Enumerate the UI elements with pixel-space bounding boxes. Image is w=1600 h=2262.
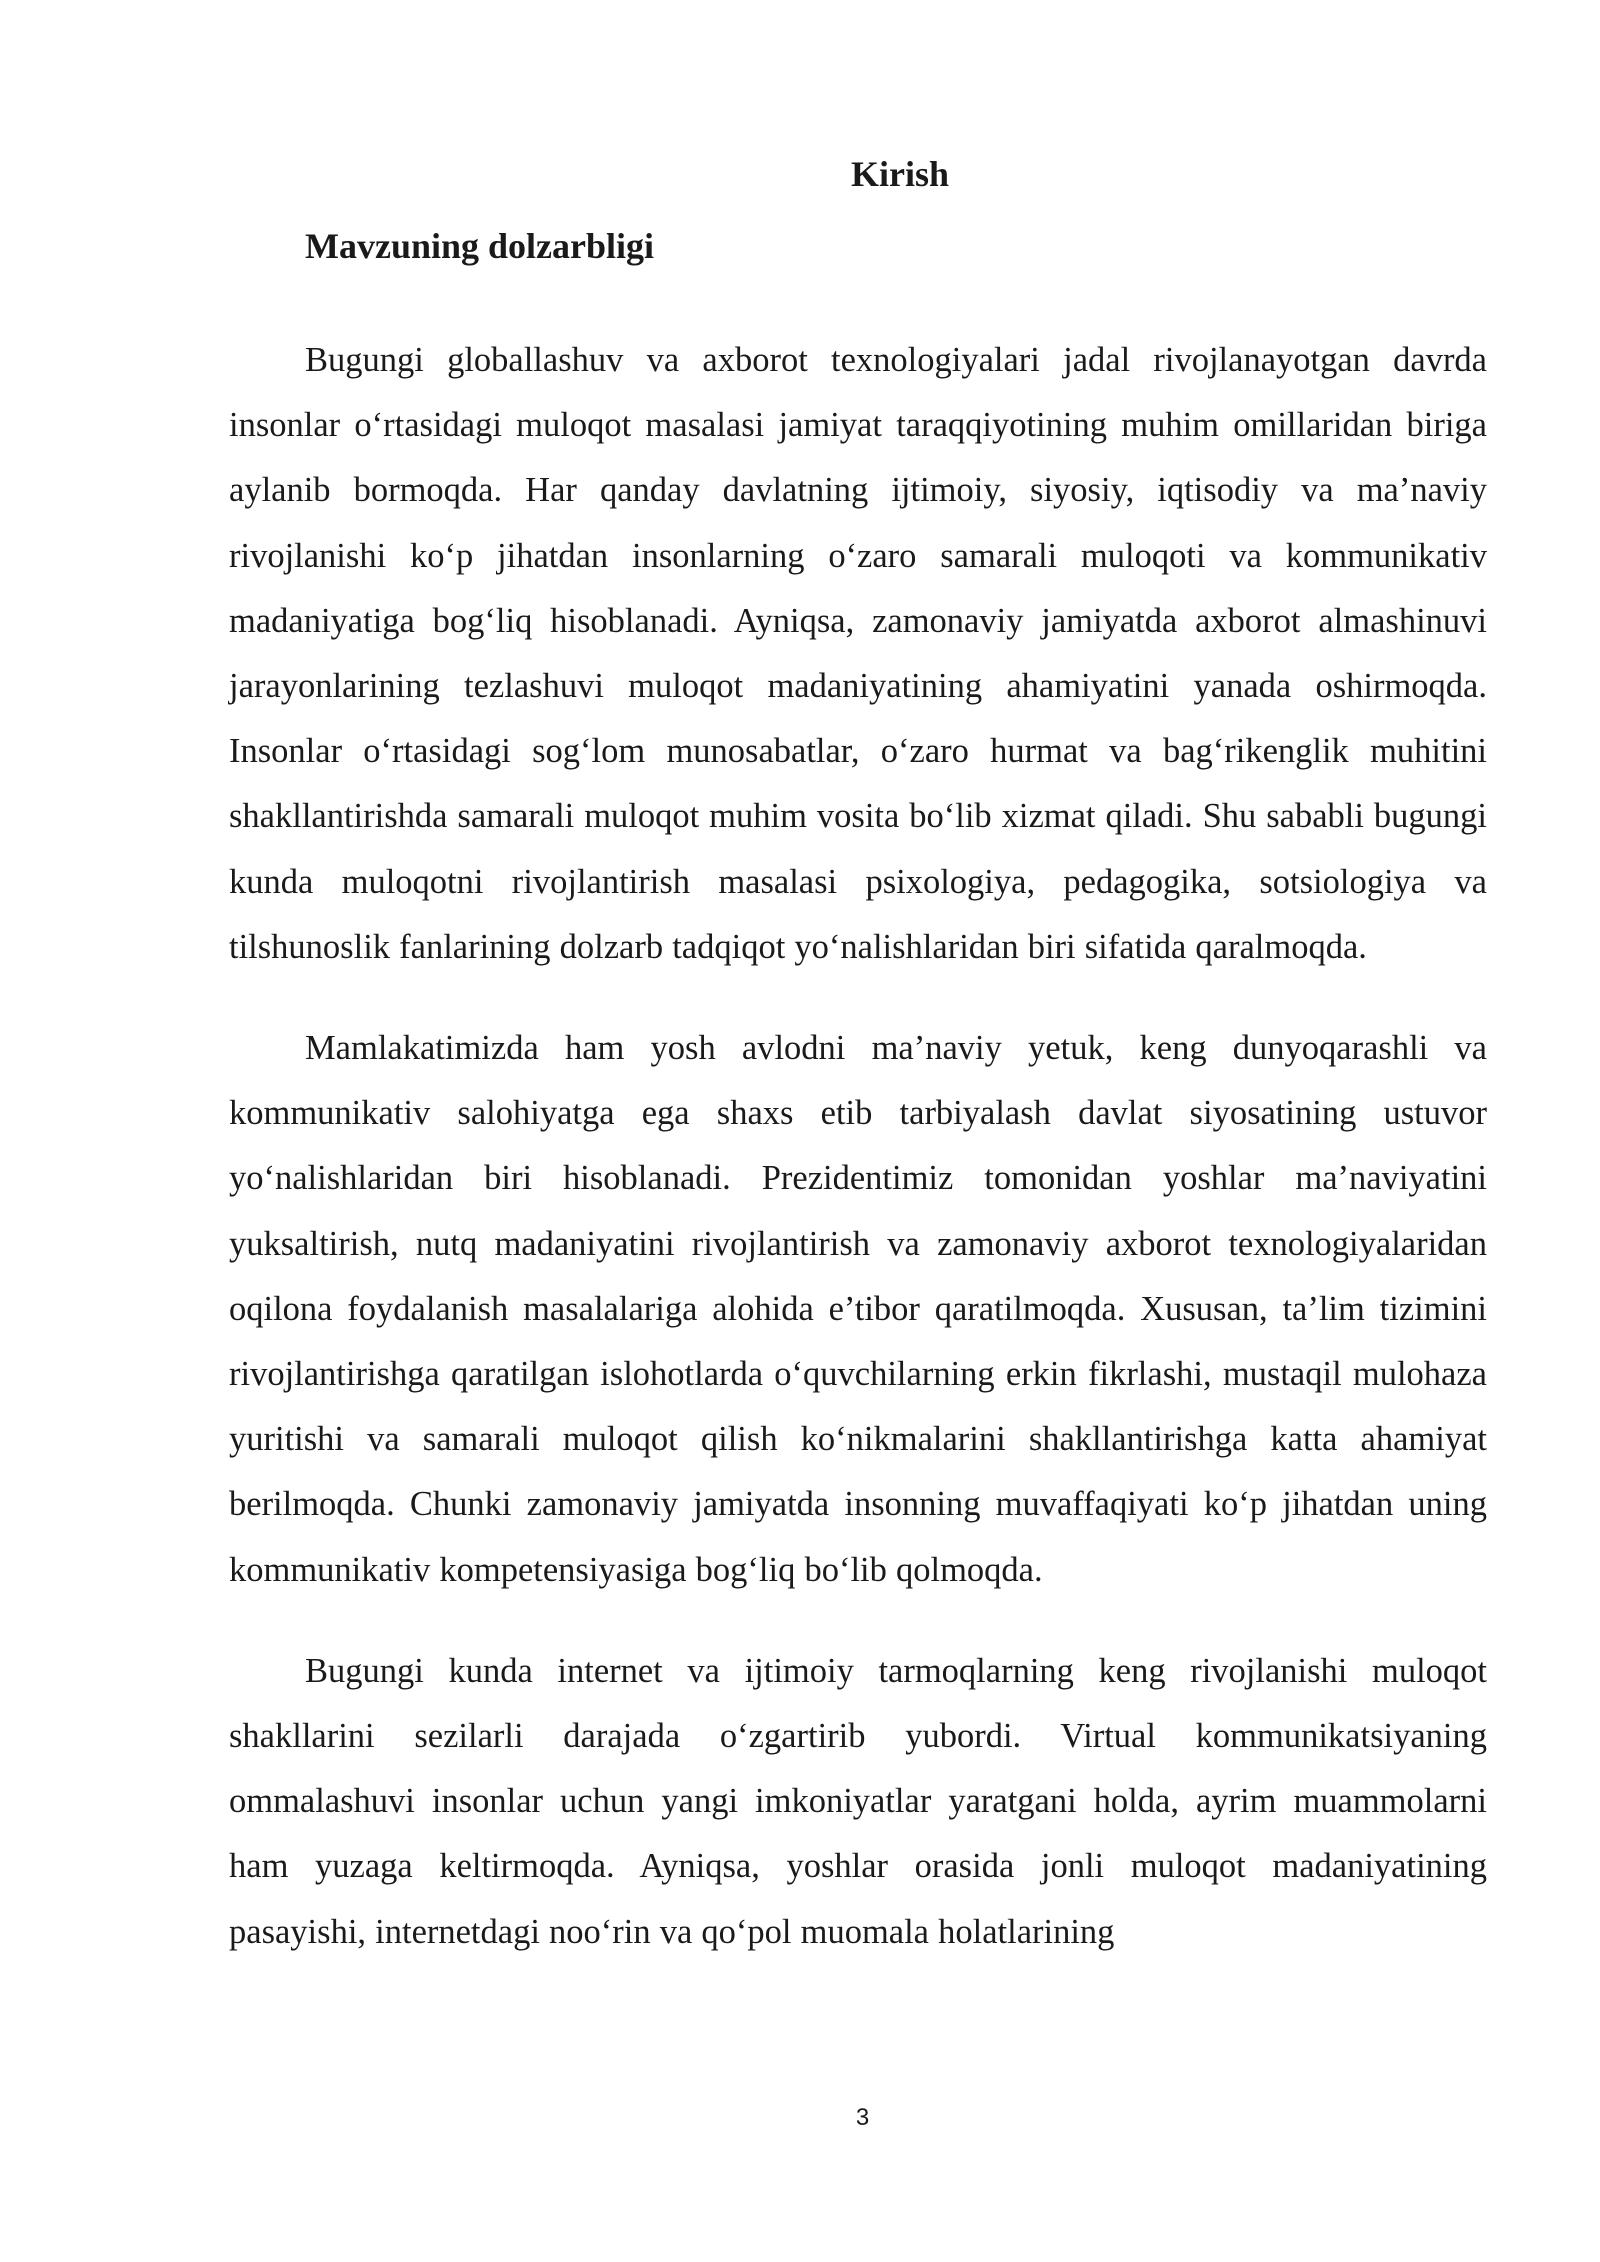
paragraph: Bugungi globallashuv va axborot texnologiyalari jadal rivojlanayotgan davrda insonlar o‘rtasidagi muloqot masalasi jamiyat taraqqiyotining muhim omillaridan biriga aylanib bormoqda. Har qanday davlatning ijtimoiy, siyosiy, iqtisodiy va ma’naviy rivojlanishi ko‘p jihatdan insonlarning o‘zaro samarali muloqoti va kommunikativ madaniyatiga bog‘liq hisoblanadi. Ayniqsa, zamonaviy jamiyatda axborot almashinuvi jarayonlarining tezlashuvi muloqot madaniyatining ahamiyatini yanada oshirmoqda. Insonlar o‘rtasidagi sog‘lom munosabatlar, o‘zaro hurmat va bag‘rikenglik muhitini shakllantirishda samarali muloqot muhim vosita bo‘lib xizmat qiladi. Shu sababli bugungi kunda muloqotni rivojlantirish masalasi psixologiya, pedagogika, sotsiologiya va tilshunoslik fanlarining dolzarb tadqiqot yo‘nalishlaridan biri sifatida qaralmoqda. (229, 341, 1487, 966)
section-title: Mavzuning dolzarbligi (305, 226, 655, 266)
chapter-title: Kirish (850, 154, 949, 194)
paragraph: Bugungi kunda internet va ijtimoiy tarmoqlarning keng rivojlanishi muloqot shakllarini sezilarli darajada o‘zgartirib yubordi. Virtual kommunikatsiyaning ommalashuvi insonlar uchun yangi imkoniyatlar yaratgani holda, ayrim muammolarni ham yuzaga keltirmoqda. Ayniqsa, yoshlar orasida jonli muloqot madaniyatining pasayishi, internetdagi noo‘rin va qo‘pol muomala holatlarining (229, 1651, 1487, 1951)
paragraph: Mamlakatimizda ham yosh avlodni ma’naviy yetuk, keng dunyoqarashli va kommunikativ salohiyatga ega shaxs etib tarbiyalash davlat siyosatining ustuvor yo‘nalishlaridan biri hisoblanadi. Prezidentimiz tomonidan yoshlar ma’naviyatini yuksaltirish, nutq madaniyatini rivojlantirish va zamonaviy axborot texnologiyalaridan oqilona foydalanish masalalariga alohida e’tibor qaratilmoqda. Xususan, ta’lim tizimini rivojlantirishga qaratilgan islohotlarda o‘quvchilarning erkin fikrlashi, mustaqil mulohaza yuritishi va samarali muloqot qilish ko‘nikmalarini shakllantirishga katta ahamiyat berilmoqda. Chunki zamonaviy jamiyatda insonning muvaffaqiyati ko‘p jihatdan uning kommunikativ kompetensiyasiga bog‘liq bo‘lib qolmoqda. (229, 1029, 1487, 1589)
page-number: 3 (855, 2104, 870, 2131)
body-text (229, 328, 1487, 2001)
